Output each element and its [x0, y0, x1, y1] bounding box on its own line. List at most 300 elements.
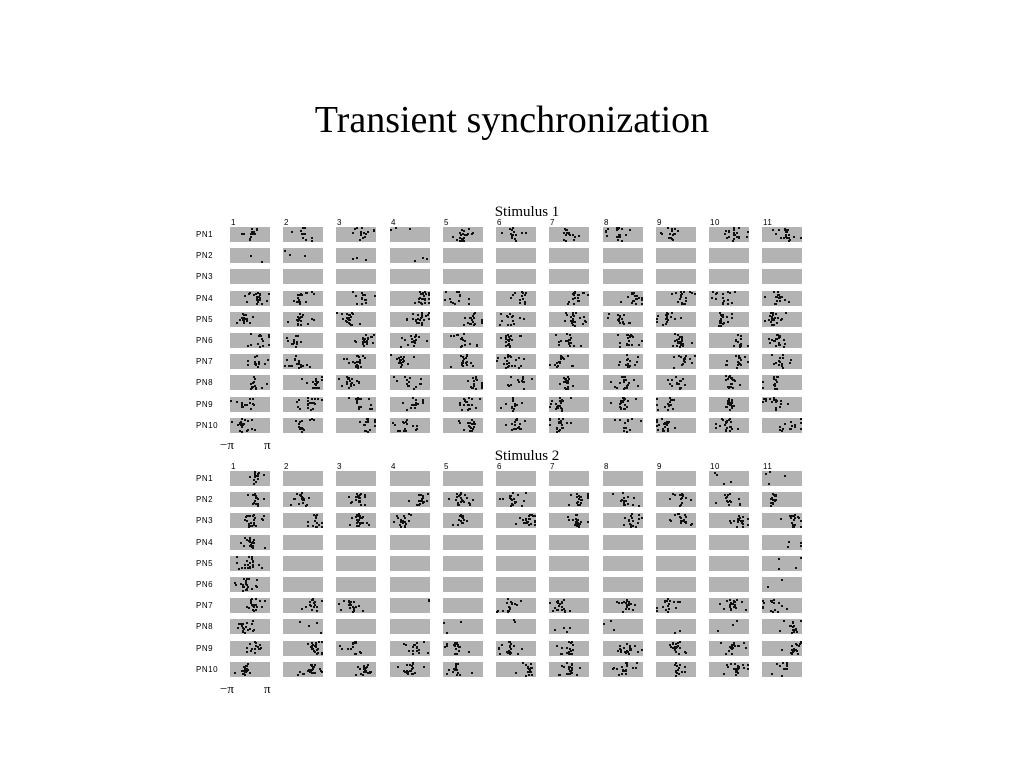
spike-mark	[772, 502, 774, 504]
spike-mark	[520, 600, 522, 602]
raster-cell	[390, 619, 430, 634]
spike-mark	[790, 652, 792, 654]
raster-cell	[603, 269, 643, 284]
spike-mark	[781, 605, 783, 607]
spike-mark	[355, 499, 357, 501]
spike-mark	[735, 671, 737, 673]
spike-mark	[352, 646, 354, 648]
spike-mark	[250, 600, 252, 602]
spike-mark	[508, 340, 510, 342]
spike-mark	[573, 345, 575, 347]
spike-mark	[684, 651, 686, 653]
spike-mark	[300, 341, 302, 343]
spike-mark	[406, 419, 408, 421]
spike-mark	[769, 471, 771, 473]
raster-cell	[230, 513, 270, 528]
spike-mark	[466, 364, 468, 366]
spike-mark	[247, 364, 249, 366]
spike-mark	[763, 398, 765, 400]
spike-mark	[576, 674, 578, 676]
spike-mark	[456, 669, 458, 671]
raster-cell	[762, 227, 802, 242]
spike-mark	[366, 666, 368, 668]
spike-mark	[418, 649, 420, 651]
spike-mark	[467, 380, 469, 382]
spike-mark	[781, 430, 783, 432]
spike-mark	[242, 631, 244, 633]
spike-mark	[420, 494, 422, 496]
spike-mark	[677, 334, 679, 336]
raster-cell	[762, 577, 802, 592]
spike-mark	[459, 240, 461, 242]
spike-mark	[577, 504, 579, 506]
spike-mark	[519, 302, 521, 304]
spike-mark	[725, 430, 727, 432]
spike-mark	[314, 398, 316, 400]
spike-mark	[460, 234, 462, 236]
spike-mark	[251, 419, 253, 421]
spike-mark	[252, 398, 254, 400]
raster-cell	[603, 492, 643, 507]
raster-cell	[709, 397, 749, 412]
spike-mark	[268, 344, 270, 346]
spike-mark	[781, 579, 783, 581]
spike-mark	[618, 236, 620, 238]
spike-mark	[303, 233, 305, 235]
spike-mark	[411, 404, 413, 406]
spike-mark	[612, 493, 614, 495]
spike-mark	[579, 317, 581, 319]
raster-cell	[443, 418, 483, 433]
spike-mark	[346, 317, 348, 319]
spike-mark	[299, 408, 301, 410]
raster-cell	[230, 418, 270, 433]
spike-mark	[428, 298, 430, 300]
spike-mark	[559, 400, 561, 402]
row-label: PN7	[196, 357, 214, 367]
spike-mark	[448, 669, 450, 671]
spike-mark	[237, 424, 239, 426]
spike-mark	[504, 357, 506, 359]
spike-mark	[459, 515, 461, 517]
spike-mark	[585, 321, 587, 323]
spike-mark	[475, 407, 477, 409]
spike-mark	[558, 430, 560, 432]
spike-mark	[730, 522, 732, 524]
spike-mark	[457, 663, 459, 665]
spike-mark	[463, 230, 465, 232]
row-label: PN10	[196, 420, 219, 430]
spike-mark	[620, 407, 622, 409]
spike-mark	[567, 376, 569, 378]
spike-mark	[680, 317, 682, 319]
spike-mark	[300, 320, 302, 322]
raster-cell	[390, 248, 430, 263]
spike-mark	[780, 237, 782, 239]
spike-mark	[307, 643, 309, 645]
spike-mark	[725, 375, 727, 377]
spike-mark	[619, 382, 621, 384]
spike-mark	[671, 379, 673, 381]
spike-mark	[583, 292, 585, 294]
spike-mark	[530, 667, 532, 669]
spike-mark	[511, 229, 513, 231]
spike-mark	[252, 316, 254, 318]
spike-mark	[463, 429, 465, 431]
raster-cell	[709, 641, 749, 656]
spike-mark	[549, 406, 551, 408]
spike-mark	[249, 562, 251, 564]
spike-mark	[351, 312, 353, 314]
spike-mark	[570, 397, 572, 399]
spike-mark	[307, 403, 309, 405]
spike-mark	[365, 671, 367, 673]
spike-mark	[255, 598, 257, 600]
spike-mark	[622, 669, 624, 671]
spike-mark	[657, 409, 659, 411]
spike-mark	[460, 497, 462, 499]
raster-cell	[496, 577, 536, 592]
spike-mark	[525, 675, 527, 677]
spike-mark	[299, 671, 301, 673]
spike-mark	[240, 542, 242, 544]
spike-mark	[417, 318, 419, 320]
spike-mark	[428, 302, 430, 304]
spike-mark	[623, 381, 625, 383]
spike-mark	[259, 346, 261, 348]
spike-mark	[421, 314, 423, 316]
spike-mark	[626, 665, 628, 667]
spike-mark	[794, 424, 796, 426]
spike-mark	[587, 521, 589, 523]
raster-cell	[283, 513, 323, 528]
spike-mark	[670, 316, 672, 318]
spike-mark	[472, 387, 474, 389]
spike-mark	[239, 430, 241, 432]
spike-mark	[747, 231, 749, 233]
spike-mark	[656, 398, 658, 400]
spike-mark	[731, 603, 733, 605]
spike-mark	[416, 646, 418, 648]
spike-mark	[400, 346, 402, 348]
spike-mark	[771, 401, 773, 403]
spike-mark	[666, 315, 668, 317]
spike-mark	[428, 318, 430, 320]
raster-cell	[283, 662, 323, 677]
spike-mark	[241, 418, 243, 420]
spike-mark	[779, 344, 781, 346]
spike-mark	[632, 667, 634, 669]
spike-mark	[569, 345, 571, 347]
spike-mark	[715, 423, 717, 425]
spike-mark	[453, 644, 455, 646]
spike-mark	[679, 380, 681, 382]
spike-mark	[365, 259, 367, 261]
spike-mark	[245, 314, 247, 316]
spike-mark	[620, 301, 622, 303]
spike-mark	[464, 399, 466, 401]
spike-mark	[562, 418, 564, 420]
raster-cell	[336, 471, 376, 486]
spike-mark	[464, 344, 466, 346]
spike-mark	[627, 503, 629, 505]
spike-mark	[304, 255, 306, 257]
spike-mark	[715, 298, 717, 300]
spike-mark	[311, 398, 313, 400]
spike-mark	[561, 424, 563, 426]
raster-cell	[336, 354, 376, 369]
spike-mark	[254, 493, 256, 495]
spike-mark	[550, 403, 552, 405]
spike-mark	[402, 522, 404, 524]
raster-cell	[496, 556, 536, 571]
spike-mark	[726, 360, 728, 362]
spike-mark	[581, 499, 583, 501]
spike-mark	[261, 567, 263, 569]
spike-mark	[246, 520, 248, 522]
spike-mark	[250, 525, 252, 527]
spike-mark	[785, 234, 787, 236]
spike-mark	[501, 232, 503, 234]
spike-mark	[255, 525, 257, 527]
spike-mark	[742, 516, 744, 518]
spike-mark	[628, 653, 630, 655]
spike-mark	[558, 344, 560, 346]
spike-mark	[561, 665, 563, 667]
spike-mark	[623, 379, 625, 381]
spike-mark	[788, 237, 790, 239]
spike-mark	[403, 430, 405, 432]
spike-mark	[372, 342, 374, 344]
raster-cell	[336, 619, 376, 634]
spike-mark	[793, 650, 795, 652]
spike-mark	[739, 357, 741, 359]
spike-mark	[624, 427, 626, 429]
raster-cell	[230, 312, 270, 327]
raster-cell	[762, 598, 802, 613]
spike-mark	[677, 601, 679, 603]
spike-mark	[617, 319, 619, 321]
raster-cell	[762, 418, 802, 433]
raster-cell	[603, 598, 643, 613]
spike-mark	[678, 383, 680, 385]
spike-mark	[240, 421, 242, 423]
spike-mark	[796, 644, 798, 646]
spike-mark	[424, 302, 426, 304]
spike-mark	[416, 650, 418, 652]
spike-mark	[299, 313, 301, 315]
raster-cell	[656, 291, 696, 306]
spike-mark	[390, 354, 392, 356]
raster-cell	[603, 641, 643, 656]
spike-mark	[252, 494, 254, 496]
spike-mark	[778, 229, 780, 231]
spike-mark	[621, 318, 623, 320]
spike-mark	[578, 526, 580, 528]
raster-cell	[230, 662, 270, 677]
spike-mark	[570, 422, 572, 424]
spike-mark	[411, 668, 413, 670]
spike-mark	[258, 564, 260, 566]
spike-mark	[467, 404, 469, 406]
row-label: PN9	[196, 643, 214, 653]
raster-cell	[656, 269, 696, 284]
spike-mark	[412, 425, 414, 427]
spike-mark	[671, 293, 673, 295]
spike-mark	[250, 650, 252, 652]
spike-mark	[452, 524, 454, 526]
spike-mark	[307, 521, 309, 523]
raster-cell	[443, 397, 483, 412]
raster-cell	[656, 513, 696, 528]
spike-mark	[506, 360, 508, 362]
spike-mark	[525, 664, 527, 666]
spike-mark	[572, 234, 574, 236]
spike-mark	[249, 643, 251, 645]
spike-mark	[579, 667, 581, 669]
spike-mark	[370, 671, 372, 673]
spike-mark	[610, 620, 612, 622]
raster-cell	[603, 397, 643, 412]
spike-mark	[505, 403, 507, 405]
spike-mark	[680, 294, 682, 296]
spike-mark	[446, 645, 448, 647]
spike-mark	[568, 667, 570, 669]
spike-mark	[673, 601, 675, 603]
spike-mark	[668, 421, 670, 423]
spike-mark	[362, 674, 364, 676]
raster-cell	[443, 354, 483, 369]
raster-cell	[230, 397, 270, 412]
raster-cell	[443, 312, 483, 327]
spike-mark	[415, 339, 417, 341]
raster-cell	[390, 556, 430, 571]
spike-mark	[412, 646, 414, 648]
spike-mark	[794, 426, 796, 428]
spike-mark	[350, 648, 352, 650]
spike-mark	[775, 379, 777, 381]
spike-mark	[266, 383, 268, 385]
spike-mark	[458, 650, 460, 652]
spike-mark	[793, 519, 795, 521]
spike-mark	[635, 667, 637, 669]
phase-label-left: −π	[220, 681, 234, 696]
spike-mark	[691, 342, 693, 344]
raster-cell	[549, 598, 589, 613]
raster-cell	[496, 598, 536, 613]
spike-mark	[255, 363, 257, 365]
spike-mark	[291, 231, 293, 233]
spike-mark	[418, 504, 420, 506]
raster-cell	[443, 375, 483, 390]
spike-mark	[626, 600, 628, 602]
spike-mark	[255, 609, 257, 611]
spike-mark	[350, 604, 352, 606]
spike-mark	[462, 360, 464, 362]
raster-cell	[656, 492, 696, 507]
spike-mark	[619, 342, 621, 344]
raster-cell	[656, 418, 696, 433]
spike-mark	[349, 524, 351, 526]
spike-mark	[632, 504, 634, 506]
spike-mark	[371, 336, 373, 338]
spike-mark	[359, 668, 361, 670]
spike-mark	[782, 354, 784, 356]
raster-cell	[390, 471, 430, 486]
spike-mark	[370, 404, 372, 406]
raster-cell	[443, 513, 483, 528]
spike-mark	[368, 524, 370, 526]
spike-mark	[466, 520, 468, 522]
spike-mark	[770, 505, 772, 507]
spike-mark	[471, 404, 473, 406]
spike-mark	[247, 663, 249, 665]
spike-mark	[637, 522, 639, 524]
spike-mark	[679, 647, 681, 649]
spike-mark	[230, 400, 232, 402]
raster-cell	[390, 333, 430, 348]
spike-mark	[762, 381, 764, 383]
spike-mark	[531, 514, 533, 516]
spike-mark	[424, 299, 426, 301]
column-label: 9	[657, 218, 662, 227]
spike-mark	[772, 314, 774, 316]
spike-mark	[736, 367, 738, 369]
raster-cell	[443, 556, 483, 571]
spike-mark	[781, 318, 783, 320]
spike-mark	[248, 293, 250, 295]
spike-mark	[302, 502, 304, 504]
spike-mark	[662, 324, 664, 326]
spike-mark	[408, 650, 410, 652]
raster-cell	[283, 269, 323, 284]
raster-cell	[283, 556, 323, 571]
spike-mark	[779, 665, 781, 667]
spike-mark	[560, 355, 562, 357]
spike-mark	[679, 601, 681, 603]
spike-mark	[770, 610, 772, 612]
raster-cell	[603, 418, 643, 433]
spike-mark	[512, 397, 514, 399]
spike-mark	[580, 502, 582, 504]
raster-cell	[656, 375, 696, 390]
spike-mark	[316, 606, 318, 608]
spike-mark	[473, 380, 475, 382]
spike-mark	[624, 408, 626, 410]
spike-mark	[346, 321, 348, 323]
spike-mark	[418, 652, 420, 654]
spike-mark	[660, 232, 662, 234]
spike-mark	[348, 387, 350, 389]
spike-mark	[362, 516, 364, 518]
spike-mark	[253, 483, 255, 485]
spike-mark	[739, 346, 741, 348]
spike-mark	[800, 422, 802, 424]
spike-mark	[512, 410, 514, 412]
spike-mark	[603, 623, 605, 625]
spike-mark	[790, 359, 792, 361]
raster-cell	[443, 248, 483, 263]
spike-mark	[572, 298, 574, 300]
spike-mark	[683, 519, 685, 521]
column-label: 7	[550, 462, 555, 471]
spike-mark	[738, 645, 740, 647]
spike-mark	[414, 260, 416, 262]
spike-mark	[567, 303, 569, 305]
spike-mark	[640, 420, 642, 422]
spike-mark	[422, 497, 424, 499]
spike-mark	[523, 318, 525, 320]
